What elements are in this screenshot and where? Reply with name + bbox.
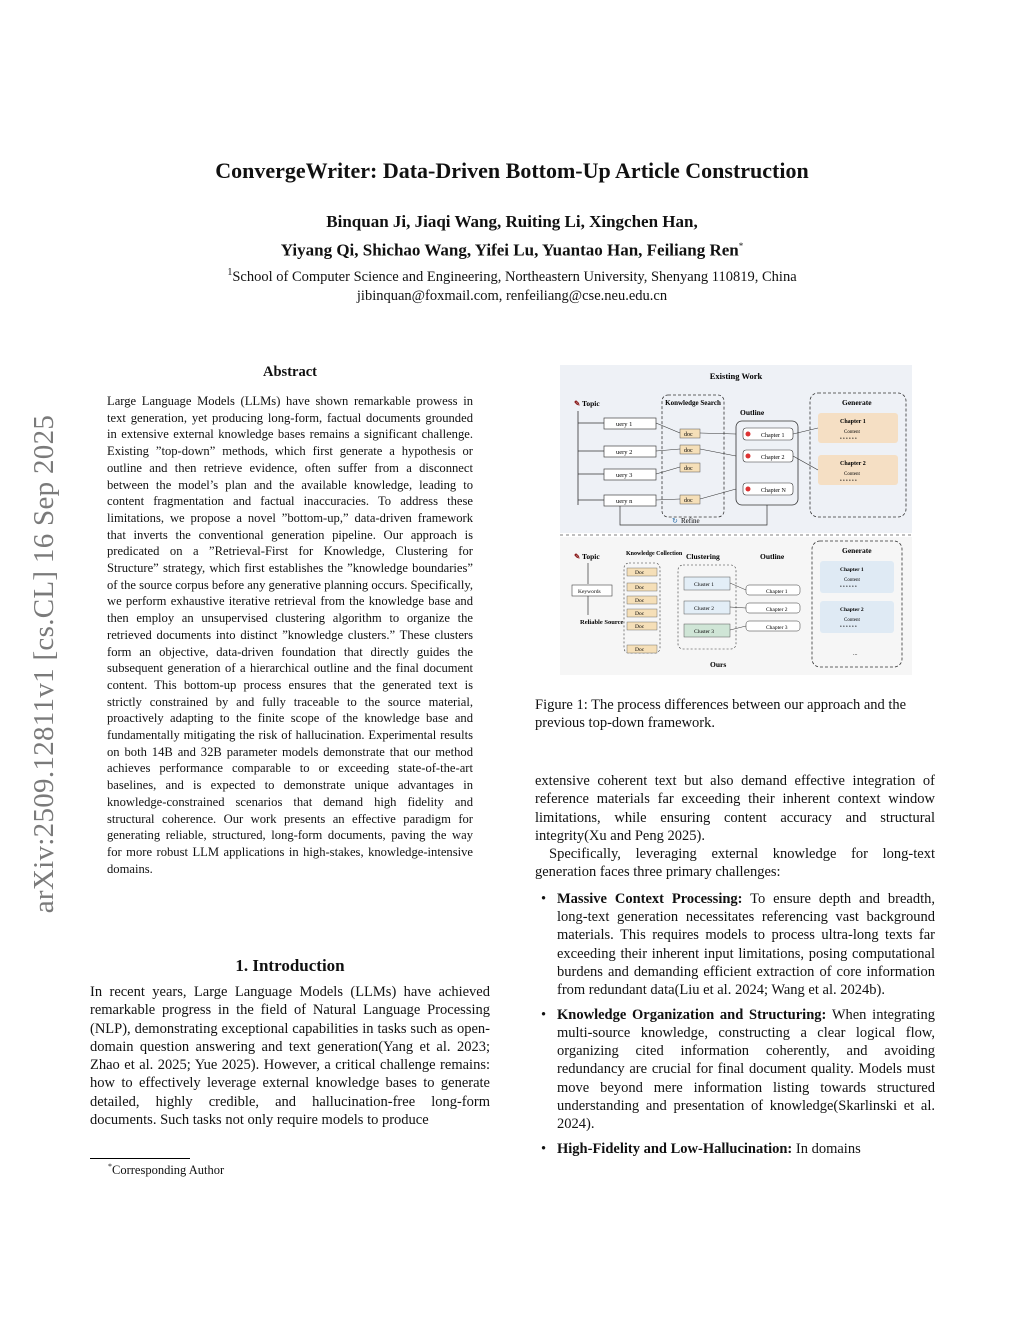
bullet-item: • High-Fidelity and Low-Hallucination: In domains: [535, 1140, 935, 1158]
authors-line-1: Binquan Ji, Jiaqi Wang, Ruiting Li, Xingchen Han,: [326, 212, 698, 231]
topic-label-top: Topic: [582, 399, 600, 408]
figure-caption: Figure 1: The process differences between our approach and the previous top-down framework.: [535, 697, 907, 731]
intro-body: In recent years, Large Language Models (LLMs) have achieved remarkable progress in the field of Natural Language Processing (NLP), demonstrating exceptional capabilities in tasks such as open-domain question answering and text generation(Yang et al. 2023; Zhao et al. 2025; Yue 2025). However, a critical challenge remains: how to effectively leverage external knowledge bases to generate detailed, highly credible, and hallucination-free long-form documents. Such tasks not only require models to produce: [90, 984, 490, 1129]
existing-work-label: Existing Work: [709, 371, 763, 381]
gen-ch1: Chapter 1: [840, 419, 866, 425]
abstract-heading: Abstract: [263, 364, 317, 380]
gen-ch2: Chapter 2: [840, 461, 866, 467]
ours-gen-ch1: Chapter 1: [840, 567, 864, 573]
ours-gen-content-1: Content: [844, 578, 860, 583]
ours-outline-ch3: Chapter 3: [766, 625, 788, 631]
doc-n: doc: [684, 498, 693, 504]
gen-dots-1: • • • • • •: [840, 437, 857, 442]
ours-gen-more: ...: [853, 651, 858, 657]
right-column-text: [535, 772, 935, 1164]
topic-icon: ✎: [574, 399, 581, 408]
affiliation: $^1$School of Computer Science and Engineering, Northeastern University, Shenyang 110819, China: [227, 267, 797, 285]
emails: jibinquan@foxmail.com, renfeiliang@cse.neu.edu.cn: [356, 287, 668, 304]
arxiv-stamp: arXiv:2509.12811v1 [cs.CL] 16 Sep 2025: [28, 414, 60, 914]
ours-gen-dots-1: • • • • • •: [840, 585, 857, 590]
svg-text:↻: ↻: [672, 517, 678, 525]
doc-1: doc: [684, 432, 693, 438]
c-doc-1: Doc: [635, 570, 645, 576]
gen-content-1: Content: [844, 430, 860, 435]
right-paragraph-1: extensive coherent text but also demand effective integration of reference materials far exceeding their inherent context window limitations, while ensuring content accuracy and structural integrity(Xu and Peng 2025).: [535, 773, 935, 844]
doc-3: doc: [684, 466, 693, 472]
outline-label-top: Outline: [740, 408, 765, 417]
ours-gen-content-2: Content: [844, 618, 860, 623]
c-doc-2: Doc: [635, 585, 645, 591]
query-1: uery 1: [616, 421, 633, 428]
bullet-item: • Knowledge Organization and Structuring: When integrating multi-source knowledge, constructing a clear logical flow, organizing cited information coherently, and avoiding redundancy are crucial for final document quality. Models must move beyond mere information listing towards structured understanding and presentation of knowledge(Skarlinski et al. 2024).: [535, 1006, 935, 1134]
ours-label: Ours: [710, 660, 727, 669]
authors-line-2: Yiyang Qi, Shichao Wang, Yifei Lu, Yuantao Han, Feiliang Ren*: [280, 240, 744, 260]
figure-1: [560, 365, 912, 675]
author-list: [0, 210, 1024, 263]
right-paragraph-2: Specifically, leveraging external knowledge for long-text generation faces three primary challenges:: [535, 846, 935, 881]
knowledge-search-label: Konwledge Search: [665, 399, 721, 407]
outline-chN: Chapter N: [761, 488, 786, 494]
outline-ch1: Chapter 1: [761, 433, 785, 439]
cluster-3: Cluster 3: [694, 629, 715, 635]
c-doc-4: Doc: [635, 611, 645, 617]
c-doc-5: Doc: [635, 624, 645, 630]
knowledge-collection-label: Knowledge Collection: [626, 551, 683, 557]
query-3: uery 3: [616, 472, 633, 479]
footnote: *Corresponding Author: [108, 1162, 225, 1178]
gen-content-2: Content: [844, 472, 860, 477]
affiliation-block: [0, 263, 1024, 306]
reliable-source-label: Reliable Source: [580, 619, 624, 626]
footnote-rule: [90, 1158, 190, 1159]
clustering-label: Clustering: [686, 552, 720, 561]
svg-text:✎: ✎: [574, 552, 581, 561]
query-n: uery n: [616, 498, 633, 505]
cluster-1: Cluster 1: [694, 582, 715, 588]
generate-label-top: Generate: [842, 398, 872, 407]
bullet-item: • Massive Context Processing: To ensure depth and breadth, long-text generation necessitates referencing vast background materials. This requires models to process ultra-long texts far exceeding their inherent input limitations, posing computational burdens and demanding efficient extraction of core information from redundant data(Liu et al. 2024; Wang et al. 2024b).: [535, 890, 935, 1000]
c-doc-6: Doc: [635, 647, 645, 653]
challenges-list: [535, 890, 935, 1158]
intro-heading: 1. Introduction: [235, 956, 345, 975]
query-2: uery 2: [616, 449, 633, 456]
gen-dots-2: • • • • • •: [840, 479, 857, 484]
ours-outline-ch2: Chapter 2: [766, 607, 788, 613]
cluster-2: Cluster 2: [694, 606, 715, 612]
ours-gen-dots-2: • • • • • •: [840, 625, 857, 630]
topic-label-ours: Topic: [582, 552, 600, 561]
doc-2: doc: [684, 448, 693, 454]
c-doc-3: Doc: [635, 598, 645, 604]
paper-title: ConvergeWriter: Data-Driven Bottom-Up Article Construction: [215, 158, 809, 183]
keywords-box: Keywords: [578, 589, 601, 595]
ours-gen-ch2: Chapter 2: [840, 607, 864, 613]
refine-label: Refine: [681, 517, 700, 525]
ours-outline-ch1: Chapter 1: [766, 589, 788, 595]
outline-ch2: Chapter 2: [761, 455, 785, 461]
outline-label-ours: Outline: [760, 552, 785, 561]
abstract-body: Large Language Models (LLMs) have shown remarkable prowess in text generation, yet producing long-form, factual documents grounded in extensive external knowledge bases remains a significant challenge. Existing ”top-down” methods, which first generate a hypothesis or outline and then retrieve evidence, often suffer from a disconnect between the model’s plan and the available knowledge, leading to content fragmentation and factual inaccuracies. To address these limitations, we propose a novel ”bottom-up,” data-driven framework that inverts the conventional generation pipeline. Our approach is predicated on a ”Retrieval-First for Knowledge, Clustering for Structure” strategy, which first establishes the ”knowledge boundaries” of the source corpus before any generative planning occurs. Specifically, we perform exhaustive iterative retrieval from the knowledge base and then employ an unsupervised clustering algorithm to organize the retrieved documents into distinct ”knowledge clusters.” These clusters form an objective, data-driven foundation that directly guides the subsequent generation of a hierarchical outline and the final document content. This bottom-up process ensures that the generated text is strictly constrained by and fully traceable to the source material, proactively adapting to the finite scope of the knowledge base and fundamentally mitigating the risk of hallucination. Experimental results on both 14B and 32B parameter models demonstrate that our method achieves performance comparable to or exceeding state-of-the-art baselines, and is expected to demonstrate unique advantages in knowledge-constrained scenarios that demand high fidelity and structural coherence. Our work presents an effective paradigm for generating reliable, structured, long-form documents, paving the way for more robust LLM applications in high-stakes, knowledge-intensive domains.: [107, 394, 474, 876]
generate-label-ours: Generate: [842, 546, 872, 555]
